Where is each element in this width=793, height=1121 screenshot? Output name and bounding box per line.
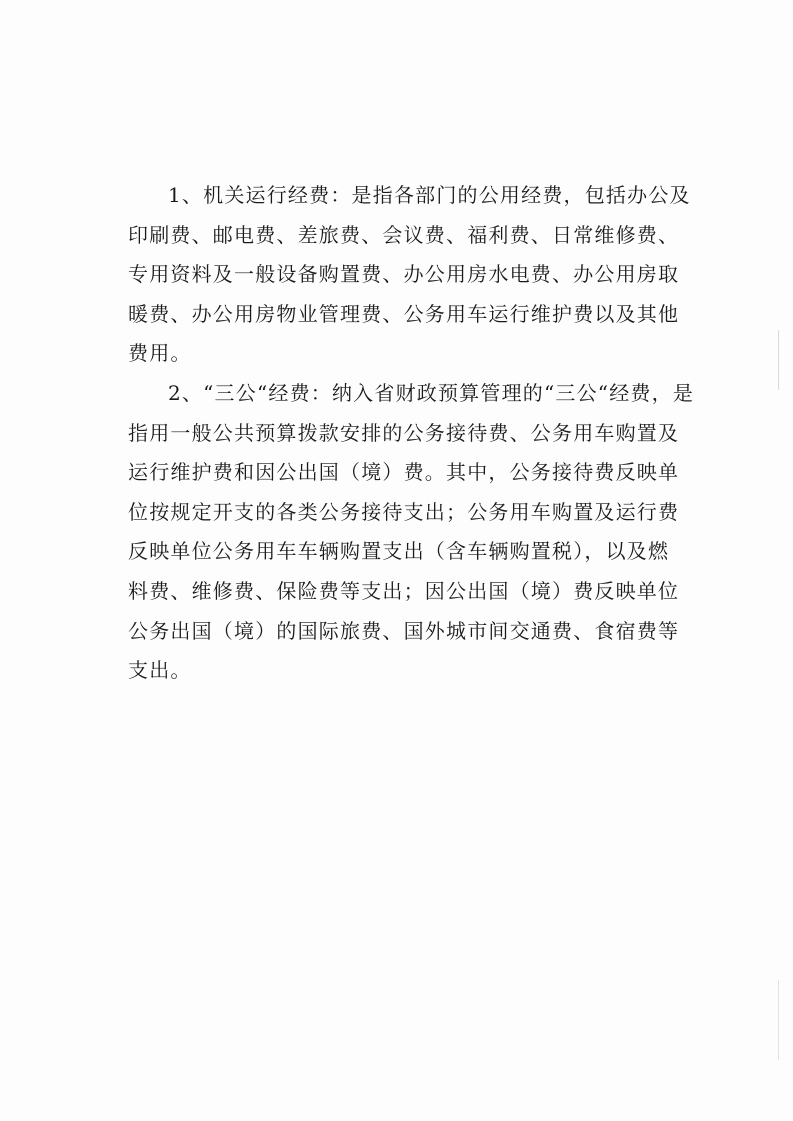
paragraph-line: 印刷费、邮电费、差旅费、会议费、福利费、日常维修费、 — [128, 222, 680, 247]
paragraph-line: 暖费、办公用房物业管理费、公务用车运行维护费以及其他 — [128, 301, 680, 326]
paragraph-line: 公务出国（境）的国际旅费、国外城市间交通费、食宿费等 — [128, 618, 680, 643]
paragraph-three-public-expenses — [128, 374, 695, 691]
scan-edge-mark — [778, 980, 779, 1060]
paragraph-operating-expenses — [128, 176, 691, 374]
paragraph-line: 支出。 — [128, 658, 192, 683]
document-body — [128, 176, 695, 691]
paragraph-line: 位按规定开支的各类公务接待支出；公务用车购置及运行费 — [128, 499, 680, 524]
paragraph-line: 费用。 — [128, 341, 192, 366]
paragraph-line: 反映单位公务用车车辆购置支出（含车辆购置税），以及燃 — [128, 539, 670, 564]
paragraph-line: 料费、维修费、保险费等支出；因公出国（境）费反映单位 — [128, 578, 680, 603]
paragraph-line: 专用资料及一般设备购置费、办公用房水电费、办公用房取 — [128, 262, 680, 287]
scan-edge-mark — [778, 330, 779, 390]
paragraph-line: 1、机关运行经费：是指各部门的公用经费，包括办公及 — [168, 183, 691, 207]
paragraph-line: 运行维护费和因公出国（境）费。其中，公务接待费反映单 — [128, 460, 680, 485]
paragraph-line: 指用一般公共预算拨款安排的公务接待费、公务用车购置及 — [128, 420, 680, 445]
paragraph-line: 2、“三公“经费：纳入省财政预算管理的“三公“经费，是 — [168, 380, 695, 405]
